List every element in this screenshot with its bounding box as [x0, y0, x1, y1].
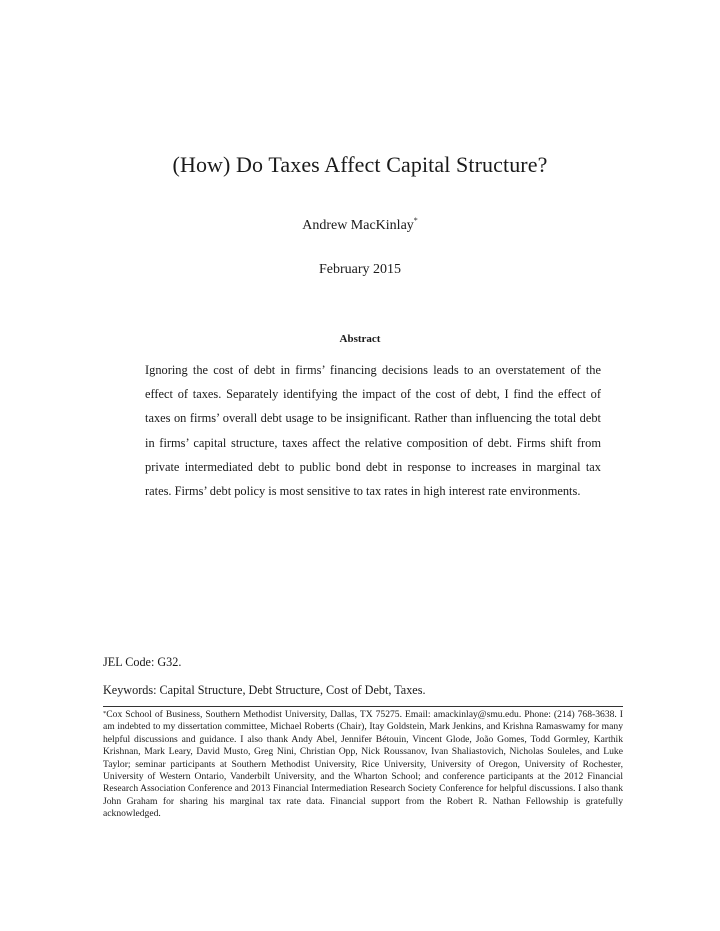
- footnote: [103, 709, 623, 821]
- paper-date: February 2015: [318, 262, 402, 277]
- footnote-rule: [103, 706, 623, 707]
- footnote-text: Cox School of Business, Southern Methodist University, Dallas, TX 75275. Email: amackinlay@smu.edu. Phone: (214) 768-3638. I am indebted to my dissertation committee, Michael Roberts (Chair), Itay Goldstein, Mark Jenkins, and Krishna Ramaswamy for many helpful discussions and guidance. I also thank Andy Abel, Jennifer Bétouin, Vincent Glode, João Gomes, Todd Gormley, Karthik Krishnan, Mark Leary, David Musto, Greg Nini, Christian Opp, Nick Roussanov, Ivan Shaliastovich, Nicholas Souleles, and Luke Taylor; seminar participants at Southern Methodist University, Rice University, University of Oregon, University of Rochester, University of Western Ontario, Vanderbilt University, and the Wharton School; and conference participants at the 2012 Financial Research Association Conference and 2013 Financial Intermediation Research Society Conference for helpful discussions. I also thank John Graham for sharing his marginal tax rate data. Financial support from the Robert R. Nathan Fellowship is gratefully acknowledged.: [103, 709, 623, 820]
- author-footnote-mark: *: [413, 216, 418, 225]
- abstract-text: Ignoring the cost of debt in firms’ financing decisions leads to an overstatement of the effect of taxes. Separately identifying the impact of the cost of debt, I find the effect of taxes on firms’ overall debt usage to be insignificant. Rather than influencing the total debt in firms’ capital structure, taxes affect the relative composition of debt. Firms shift from private intermediated debt to public bond debt in response to increases in marginal tax rates. Firms’ debt policy is most sensitive to tax rates in high interest rate environments.: [145, 363, 601, 499]
- keywords: Keywords: Capital Structure, Debt Structure, Cost of Debt, Taxes.: [103, 683, 426, 697]
- author-name: Andrew MacKinlay: [302, 218, 414, 233]
- paper-title: (How) Do Taxes Affect Capital Structure?: [172, 152, 548, 177]
- author-line: [0, 218, 720, 234]
- jel-code: JEL Code: G32.: [103, 655, 182, 669]
- footnote-mark: *: [103, 710, 107, 717]
- abstract-heading: Abstract: [339, 333, 381, 345]
